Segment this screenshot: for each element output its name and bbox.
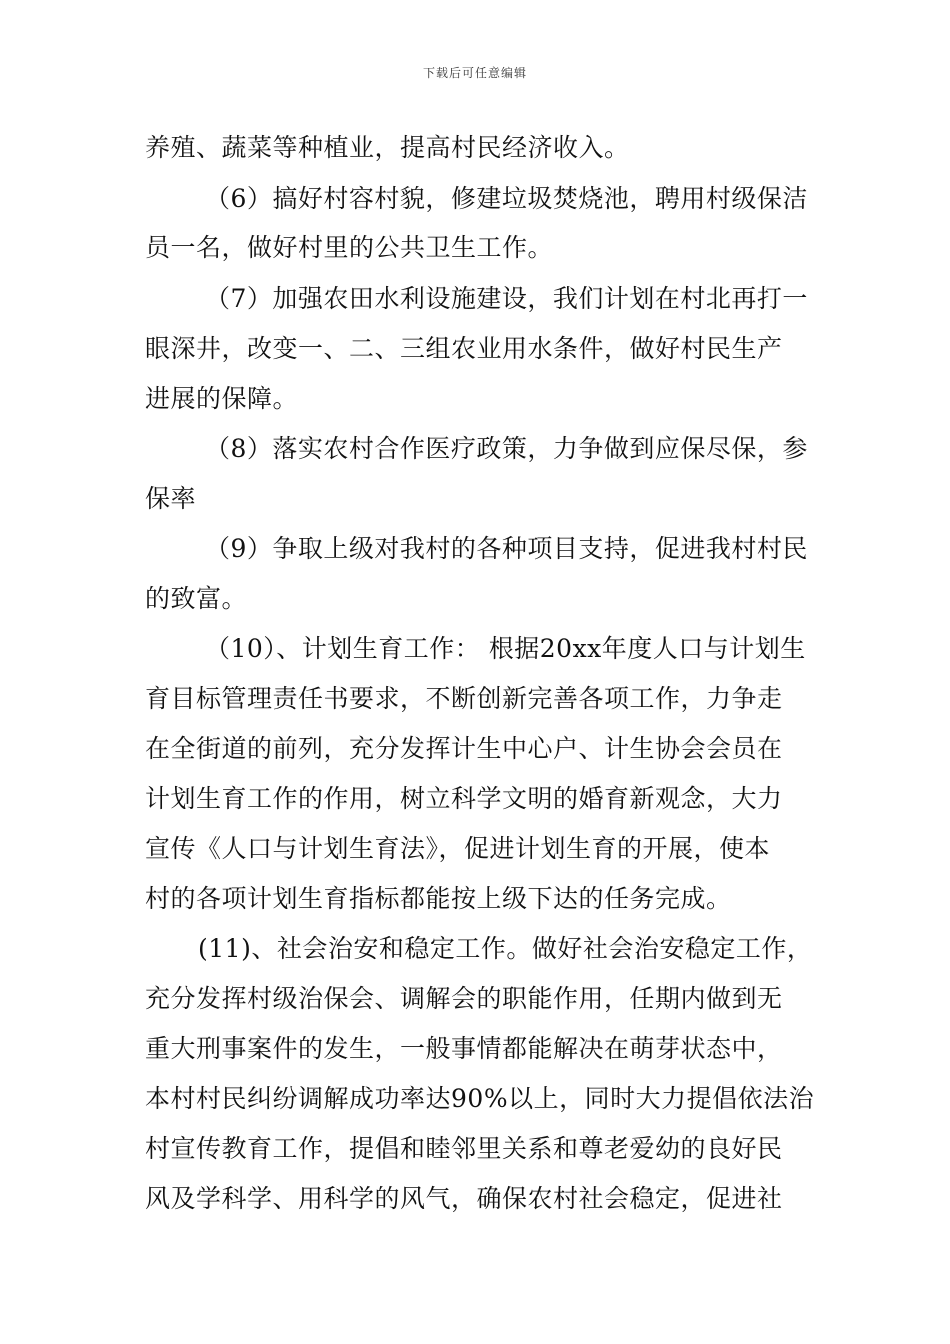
text-line: 本村村民纠纷调解成功率达90%以上，同时大力提倡依法治 <box>145 1084 815 1113</box>
page-header: 下载后可任意编辑 <box>422 66 527 80</box>
text-line: 进展的保障。 <box>145 384 299 413</box>
text-line: （9）争取上级对我村的各种项目支持，促进我村村民 <box>205 534 808 563</box>
text-line: (11)、社会治安和稳定工作。做好社会治安稳定工作， <box>198 934 813 963</box>
text-line: 计划生育工作的作用，树立科学文明的婚育新观念，大力 <box>145 784 783 813</box>
text-line: 重大刑事案件的发生，一般事情都能解决在萌芽状态中， <box>145 1034 783 1063</box>
text-line: 宣传《人口与计划生育法》，促进计划生育的开展，使本 <box>145 834 771 863</box>
text-line: 育目标管理责任书要求，不断创新完善各项工作，力争走 <box>145 684 783 713</box>
text-line: 的致富。 <box>145 584 248 613</box>
text-line: 充分发挥村级治保会、调解会的职能作用，任期内做到无 <box>145 984 783 1013</box>
text-line: 村的各项计划生育指标都能按上级下达的任务完成。 <box>145 884 732 913</box>
text-line: （7）加强农田水利设施建设，我们计划在村北再打一 <box>205 284 808 313</box>
text-line: 在全街道的前列，充分发挥计生中心户、计生协会会员在 <box>145 734 783 763</box>
text-line: 眼深井，改变一、二、三组农业用水条件，做好村民生产 <box>145 334 783 363</box>
text-line: （8）落实农村合作医疗政策，力争做到应保尽保，参 <box>205 434 808 463</box>
text-line: （10）、计划生育工作： 根据20xx年度人口与计划生 <box>205 634 806 663</box>
text-line: 养殖、蔬菜等种植业，提高村民经济收入。 <box>145 133 630 162</box>
text-line: 保率 <box>145 484 197 513</box>
text-line: 风及学科学、用科学的风气，确保农村社会稳定，促进社 <box>145 1184 783 1213</box>
text-line: 员一名，做好村里的公共卫生工作。 <box>145 233 554 262</box>
text-line: （6）搞好村容村貌，修建垃圾焚烧池，聘用村级保洁 <box>205 184 808 213</box>
text-line: 村宣传教育工作，提倡和睦邻里关系和尊老爱幼的良好民 <box>145 1134 783 1163</box>
